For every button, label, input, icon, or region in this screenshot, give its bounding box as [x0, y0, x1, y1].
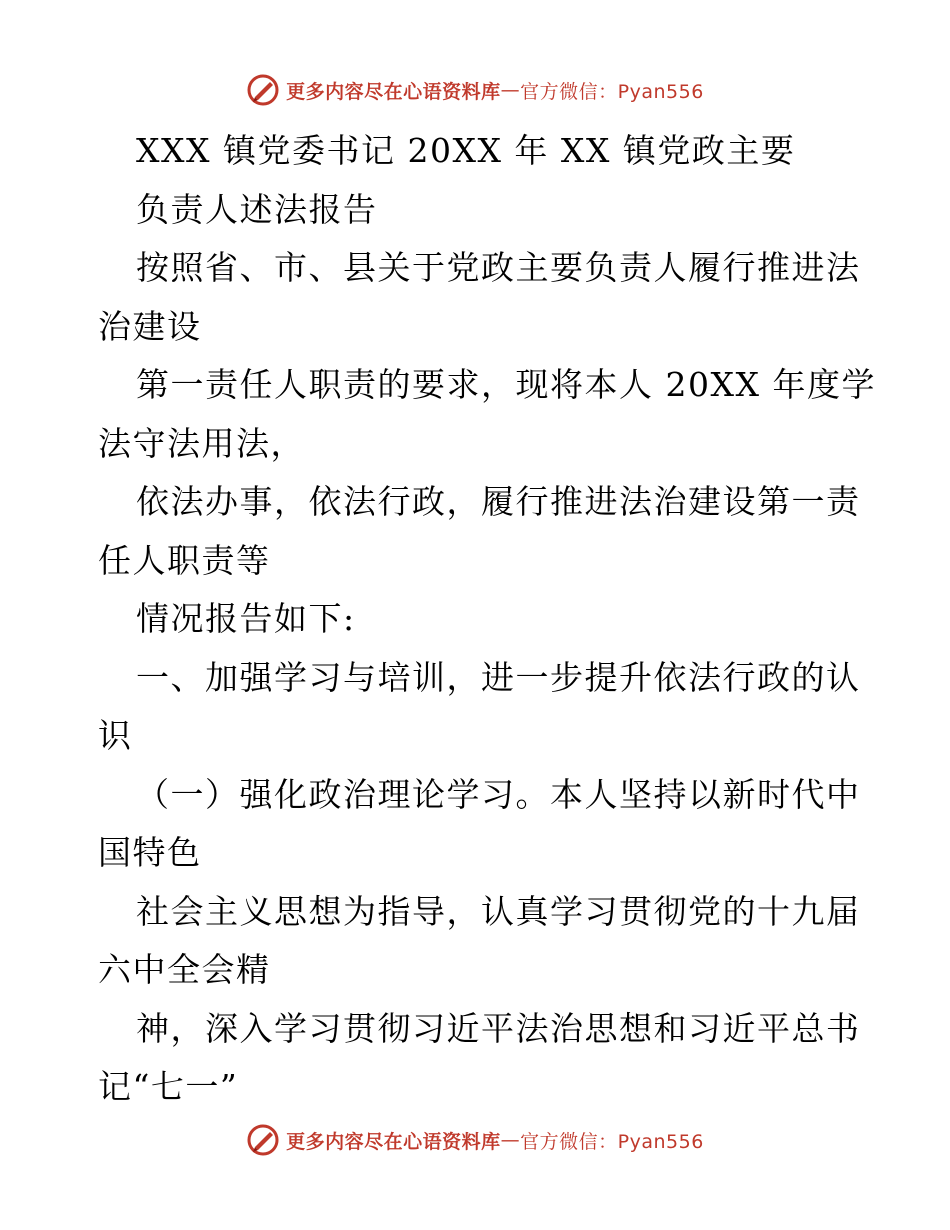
banner-dash: — [500, 79, 521, 101]
footer-banner [0, 1120, 950, 1160]
text-line: 第一责任人职责的要求，现将本人 20XX 年度学 [136, 365, 876, 404]
text-line: 负责人述法报告 [136, 189, 378, 229]
document-body [98, 122, 876, 1117]
header-banner [0, 70, 950, 110]
text-line: 按照省、市、县关于党政主要负责人履行推进法 [136, 248, 861, 287]
text-line: 六中全会精 [98, 950, 271, 989]
pen-logo-icon [246, 1123, 280, 1157]
banner-dash: — [500, 1129, 521, 1151]
text-line: 一、加强学习与培训，进一步提升依法行政的认 [136, 657, 861, 697]
banner-text: 更多内容尽在心语资料库 [286, 1130, 501, 1153]
text-line: 法守法用法， [98, 423, 305, 463]
banner-wechat: 官方微信：Pyan556 [520, 1130, 704, 1153]
text-line: 神，深入学习贯彻习近平法治思想和习近平总书 [136, 1008, 861, 1048]
banner-text: 更多内容尽在心语资料库 [286, 80, 501, 103]
text-line: 记“七一” [98, 1067, 239, 1106]
text-line: 依法办事，依法行政，履行推进法治建设第一责 [136, 482, 861, 521]
text-line: 社会主义思想为指导，认真学习贯彻党的十九届 [136, 891, 861, 931]
text-line: （一）强化政治理论学习。本人坚持以新时代中 [136, 774, 861, 814]
text-line: 任人职责等 [98, 540, 271, 580]
text-line: 情况报告如下: [136, 599, 356, 638]
text-line: 识 [98, 716, 133, 755]
text-line: 治建设 [98, 306, 202, 346]
pen-logo-icon [246, 73, 280, 107]
text-line: XXX 镇党委书记 20XX 年 XX 镇党政主要 [136, 131, 796, 170]
banner-wechat: 官方微信：Pyan556 [520, 80, 704, 103]
text-line: 国特色 [98, 833, 202, 872]
